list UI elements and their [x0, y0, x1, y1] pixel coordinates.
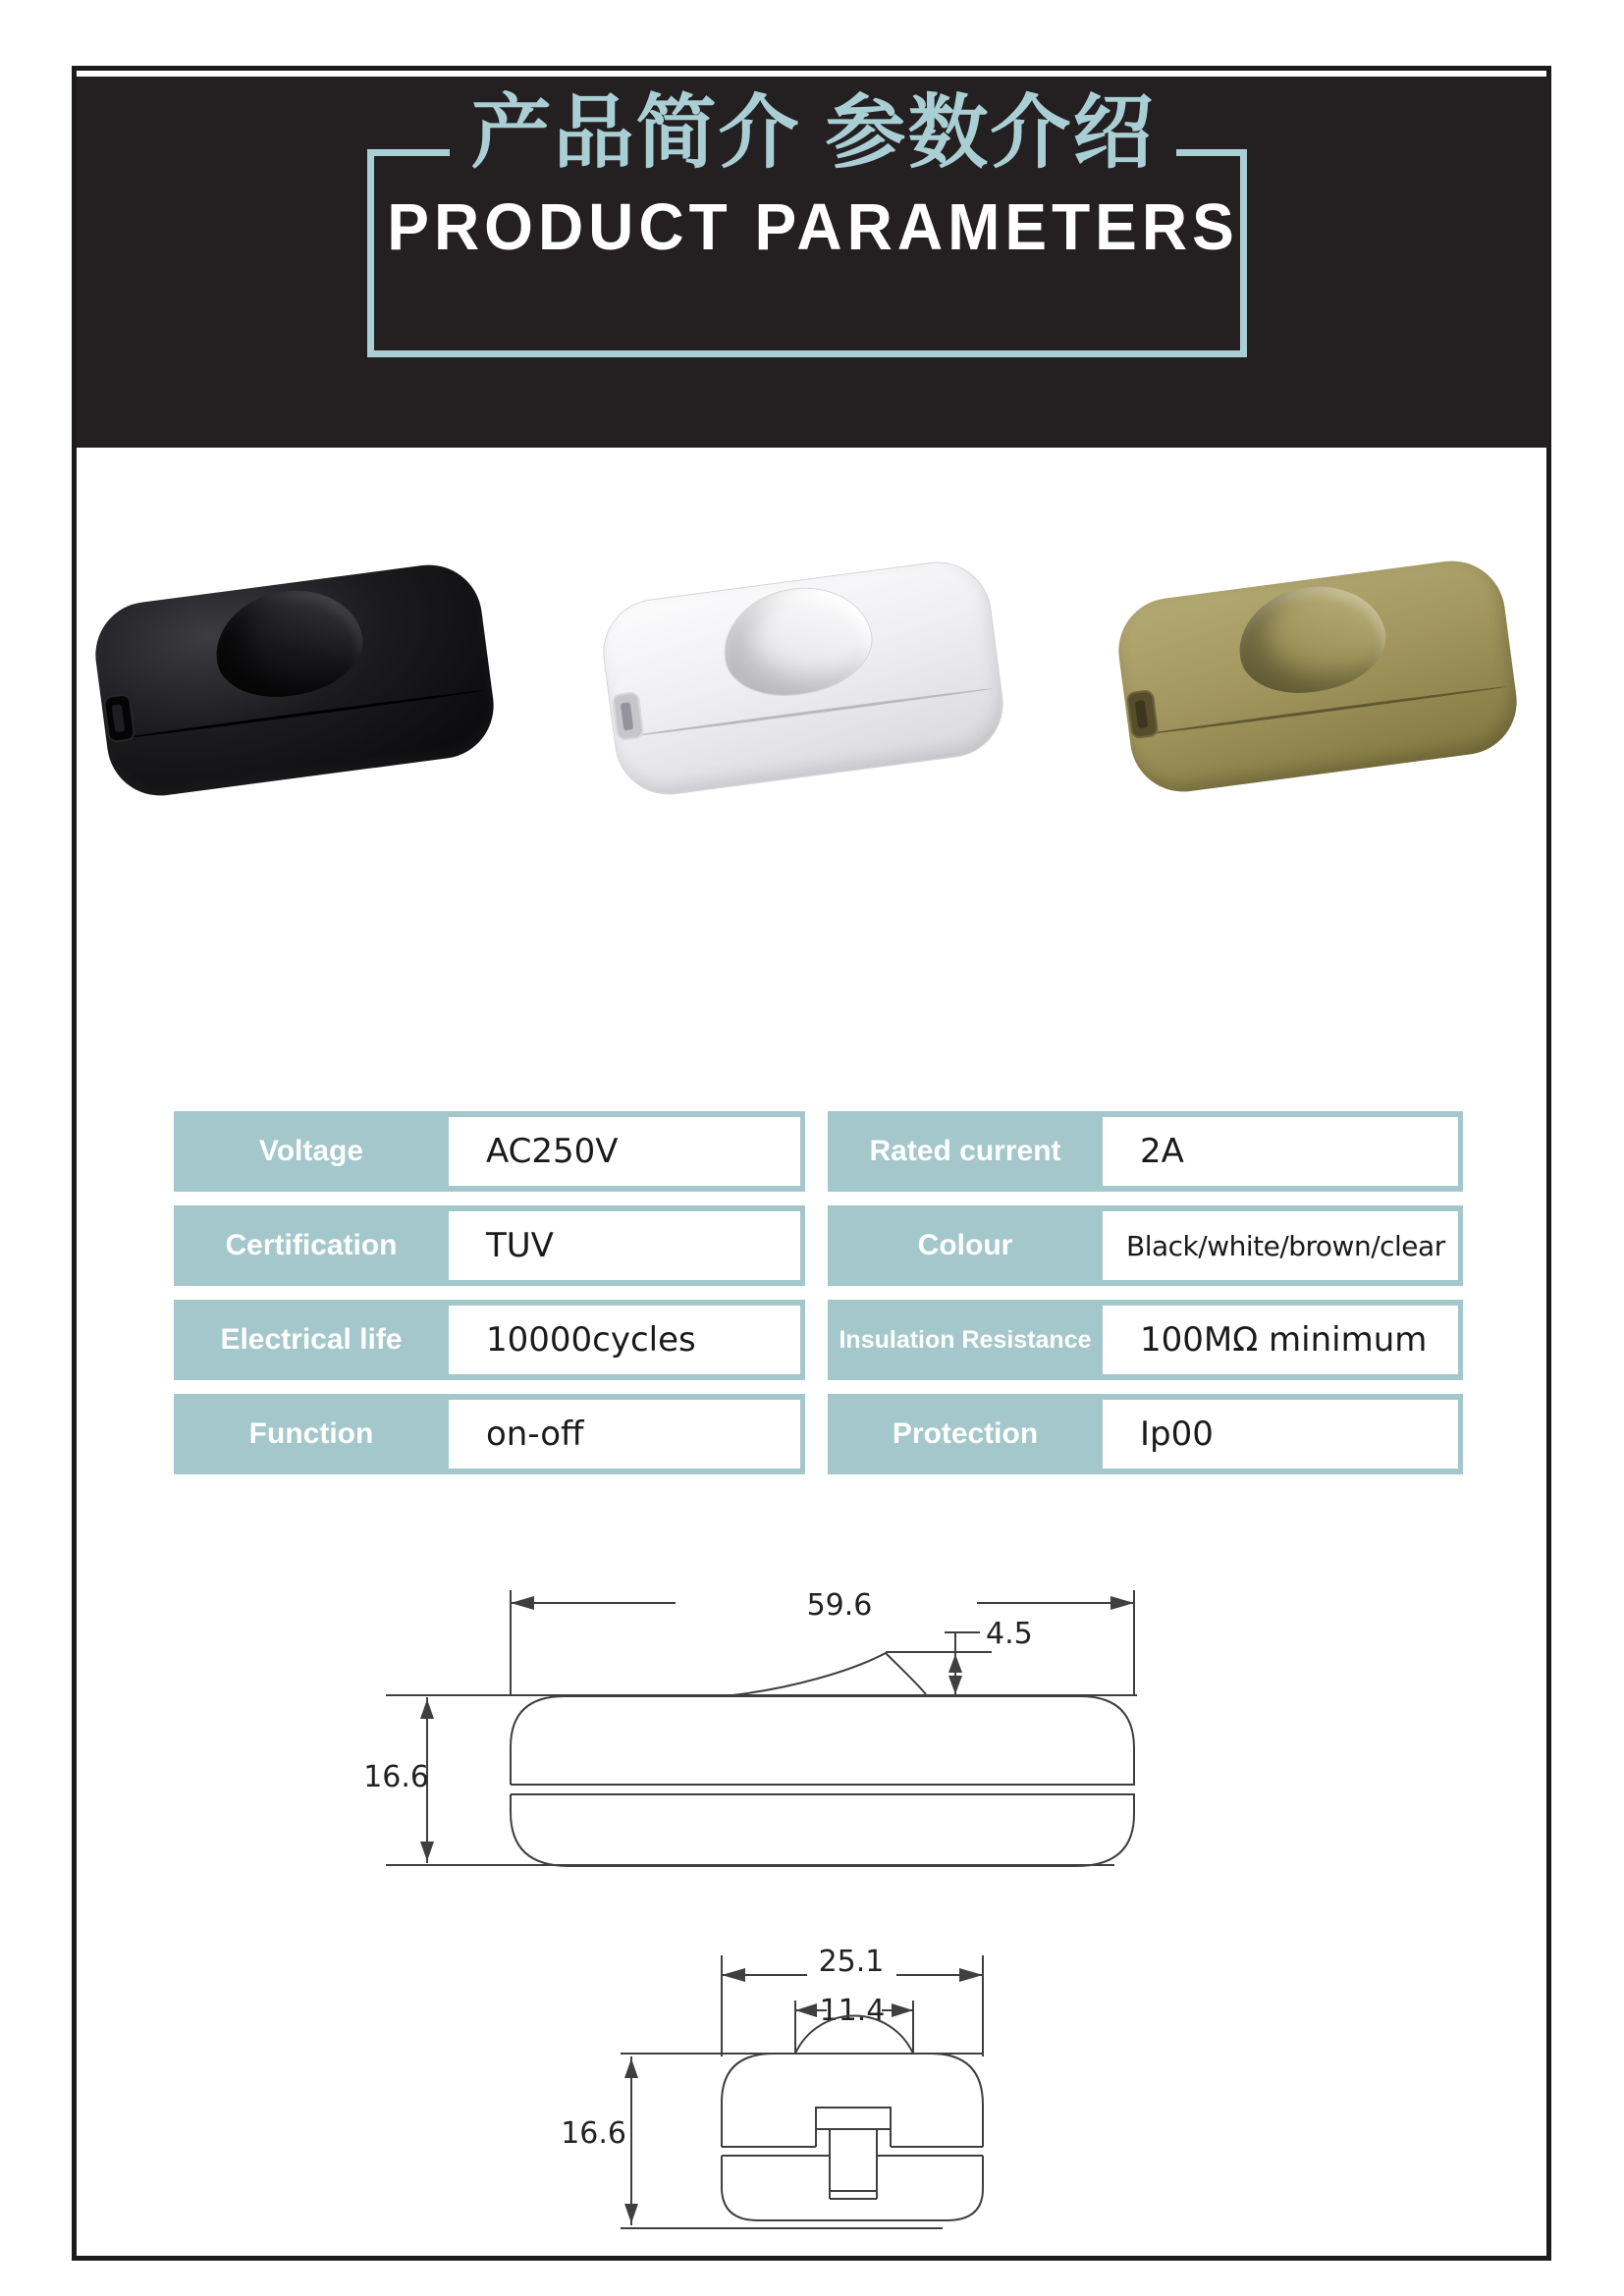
spec-value: 2A	[1103, 1117, 1458, 1186]
spec-value: Ip00	[1103, 1400, 1458, 1468]
spec-label: Rated current	[869, 1135, 1061, 1167]
drawing-side-view	[363, 1588, 1137, 1866]
dim-width-label: 25.1	[818, 1945, 885, 1979]
dim-lever-height-label: 4.5	[986, 1617, 1033, 1651]
spec-value: 100MΩ minimum	[1103, 1306, 1458, 1374]
spec-label: Function	[248, 1417, 374, 1450]
dim-button-width-label: 11.4	[819, 1994, 886, 2028]
dim-length-label: 59.6	[806, 1588, 873, 1623]
spec-label: Colour	[917, 1229, 1013, 1261]
spec-label: Voltage	[258, 1135, 364, 1167]
drawing-end-view	[561, 1945, 983, 2228]
spec-value: 10000cycles	[449, 1306, 800, 1374]
dim-height-label: 16.6	[561, 2116, 626, 2151]
dim-height-label: 16.6	[363, 1760, 429, 1794]
spec-label: Insulation Resistance	[839, 1325, 1092, 1354]
page-title-english: PRODUCT PARAMETERS	[387, 189, 1239, 264]
spec-value: TUV	[449, 1211, 800, 1280]
page-title-chinese-text: 产品简介 参数介绍	[450, 86, 1177, 181]
spec-value: Black/white/brown/clear	[1103, 1211, 1458, 1280]
spec-label: Electrical life	[220, 1323, 403, 1356]
spec-value: AC250V	[449, 1117, 800, 1186]
spec-value: on-off	[449, 1400, 800, 1468]
spec-label: Certification	[225, 1229, 398, 1261]
spec-label: Protection	[892, 1417, 1039, 1450]
